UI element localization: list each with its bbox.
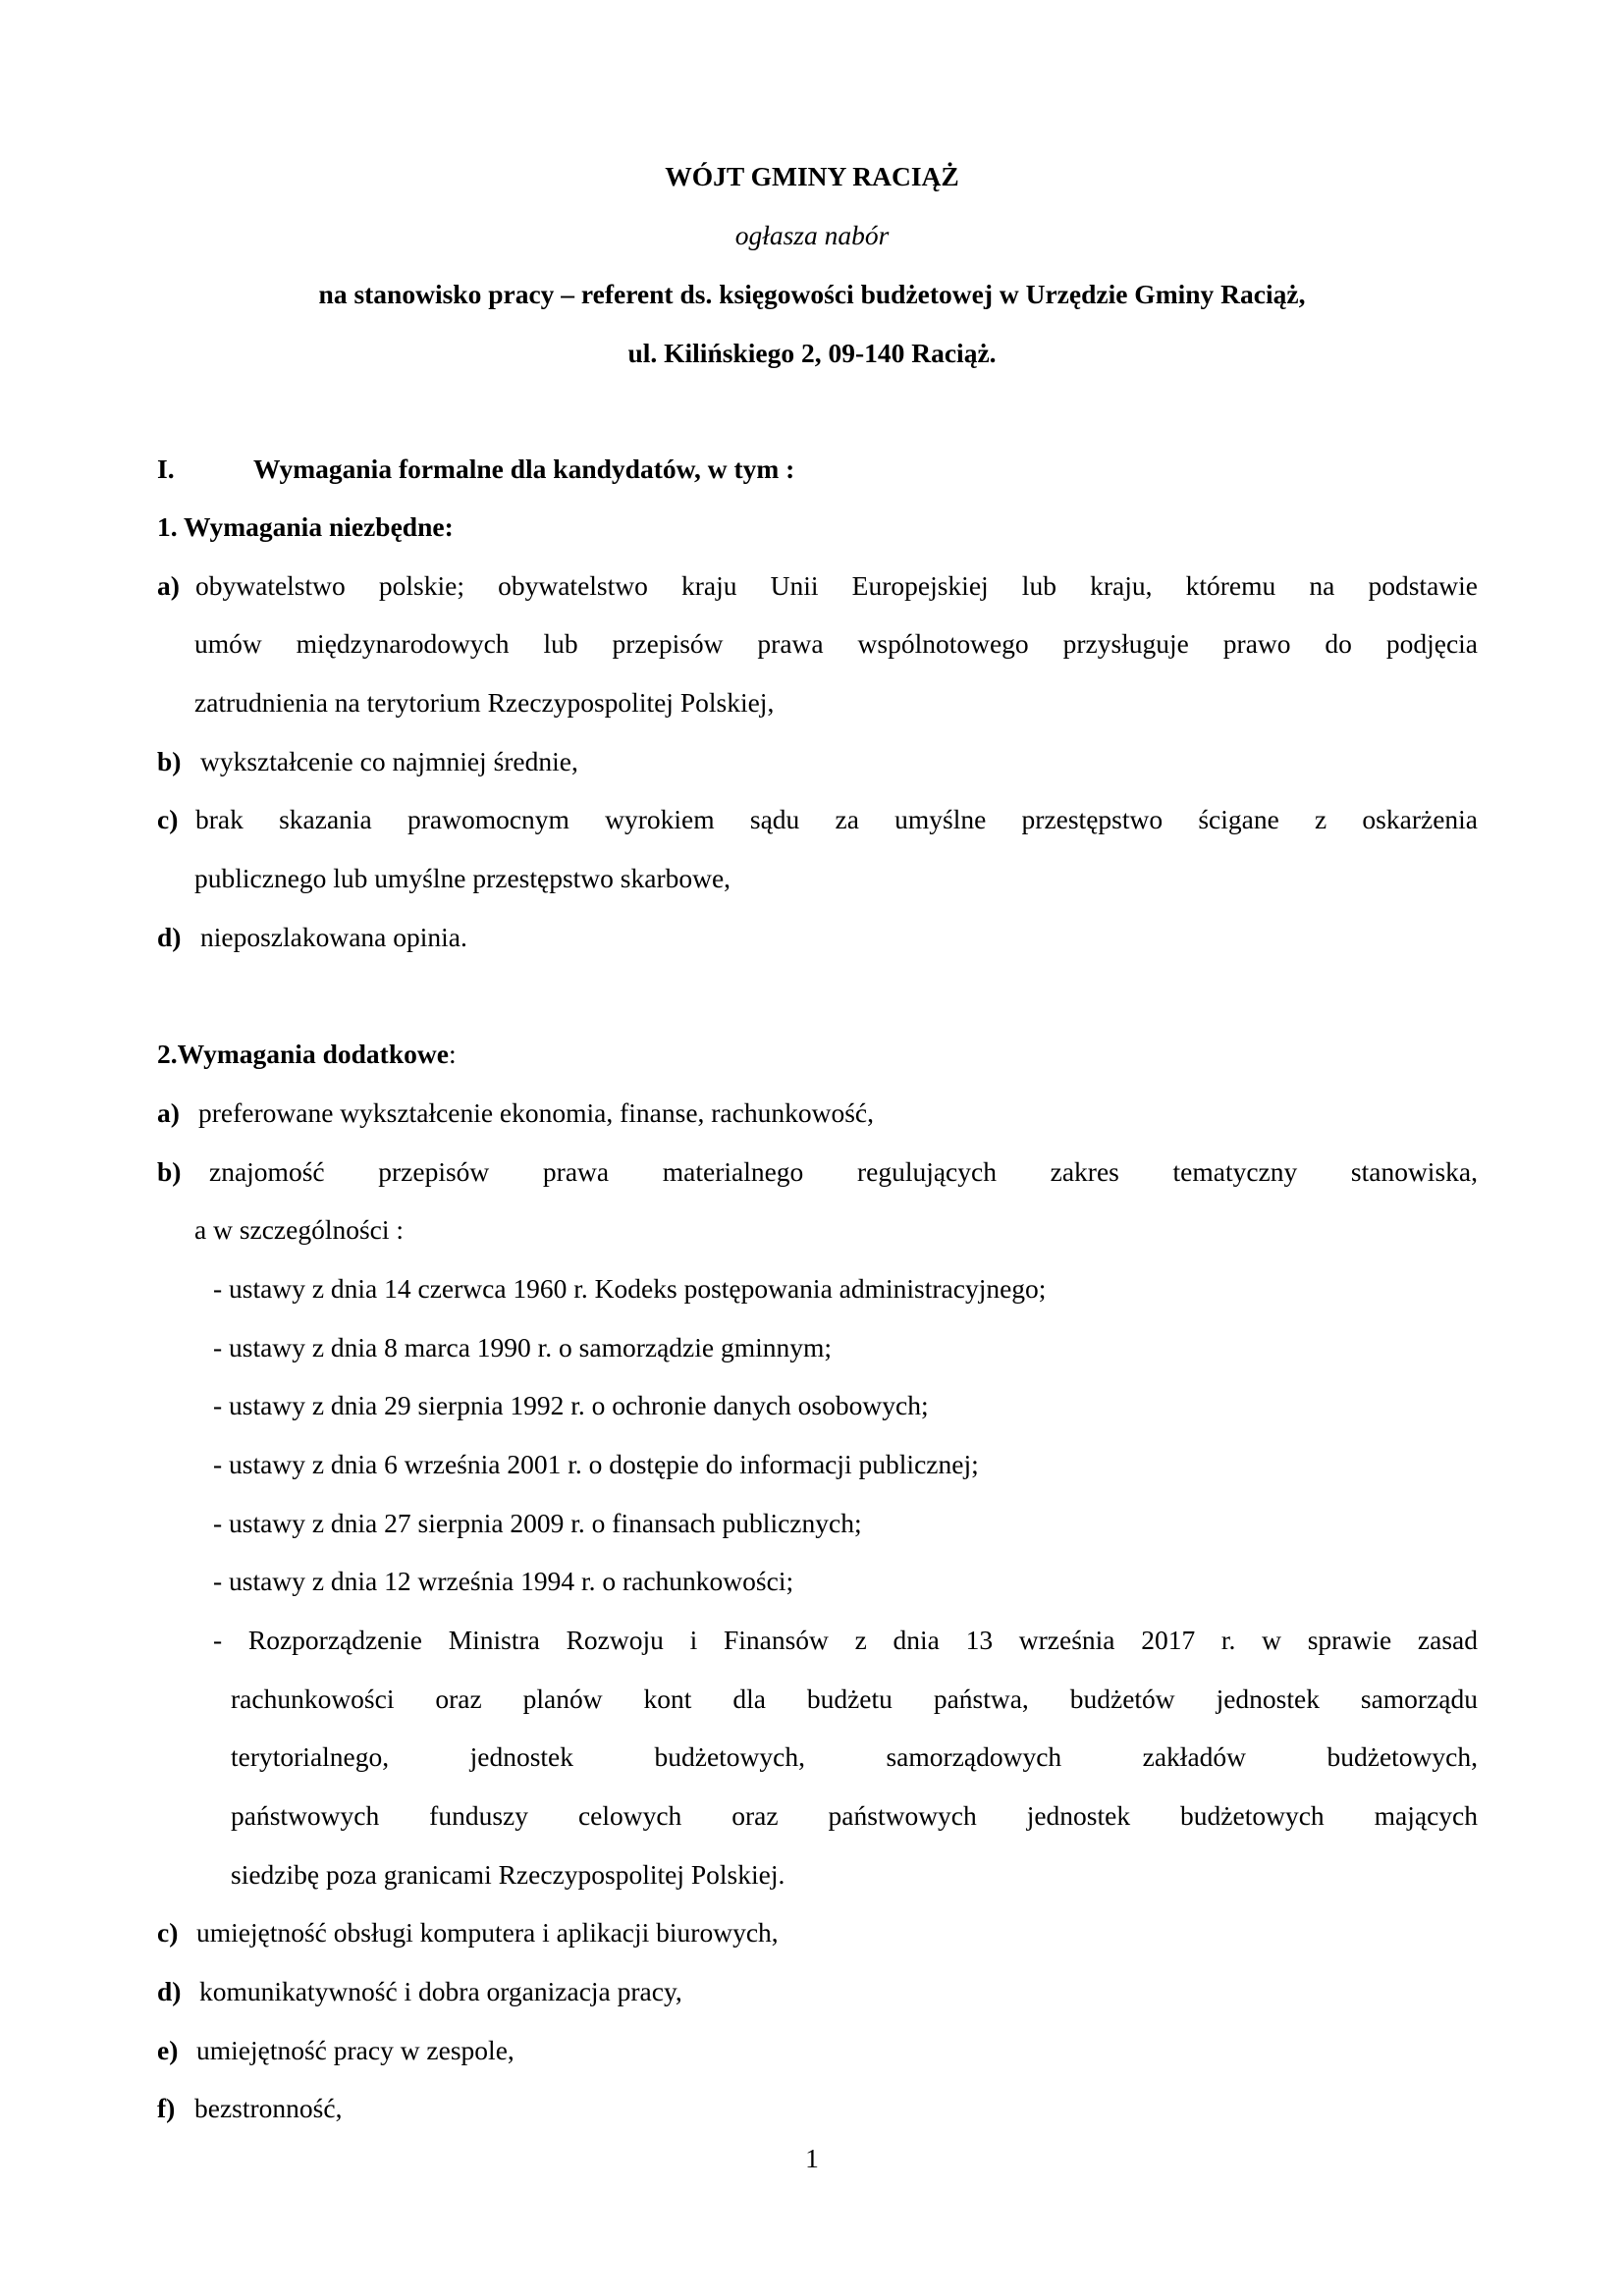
section-numeral: I. — [157, 454, 175, 484]
item-letter: a) — [157, 1097, 180, 1128]
list-item-text: publicznego lub umyślne przestępstwo skarbowe, — [194, 863, 731, 893]
regulation-text: siedzibę poza granicami Rzeczypospolitej Polskiej. — [231, 1859, 785, 1890]
item-letter: b) — [157, 1156, 182, 1187]
law-item: - ustawy z dnia 12 września 1994 r. o rachunkowości; — [213, 1566, 794, 1596]
regulation-text: - Rozporządzenie Ministra Rozwoju i Finansów z dnia 13 września 2017 r. w sprawie zasad — [213, 1625, 1478, 1655]
item-letter: c) — [157, 804, 179, 834]
subsection-heading: 1. Wymagania niezbędne: — [157, 511, 454, 542]
item-letter: d) — [157, 1976, 182, 2006]
regulation-text: państwowych funduszy celowych oraz państwowych jednostek budżetowych mających — [231, 1800, 1478, 1831]
law-item: - ustawy z dnia 29 sierpnia 1992 r. o ochronie danych osobowych; — [213, 1390, 929, 1420]
list-item-text: umów międzynarodowych lub przepisów prawa wspólnotowego przysługuje prawo do podjęcia — [194, 628, 1478, 659]
list-item-text: nieposzlakowana opinia. — [200, 922, 467, 952]
list-item-text: znajomość przepisów prawa materialnego regulujących zakres tematyczny stanowiska, — [209, 1156, 1478, 1187]
list-item-text: umiejętność obsługi komputera i aplikacji biurowych, — [196, 1917, 779, 1948]
law-item: - ustawy z dnia 14 czerwca 1960 r. Kodeks postępowania administracyjnego; — [213, 1273, 1047, 1304]
item-letter: d) — [157, 922, 182, 952]
list-item-text: a w szczególności : — [194, 1214, 405, 1245]
item-letter: e) — [157, 2035, 179, 2065]
list-item-text: wykształcenie co najmniej średnie, — [200, 746, 578, 776]
page-number: 1 — [805, 2143, 819, 2173]
item-letter: c) — [157, 1917, 179, 1948]
subsection-heading: 2.Wymagania dodatkowe: — [157, 1039, 457, 1069]
office-address: ul. Kilińskiego 2, 09-140 Raciąż. — [627, 338, 997, 368]
list-item-text: bezstronność, — [194, 2093, 343, 2123]
list-item-text: obywatelstwo polskie; obywatelstwo kraju Unii Europejskiej lub kraju, któremu na podstawie — [195, 570, 1478, 601]
law-item: - ustawy z dnia 8 marca 1990 r. o samorządzie gminnym; — [213, 1332, 833, 1362]
section-title: Wymagania formalne dla kandydatów, w tym : — [253, 454, 795, 484]
list-item-text: komunikatywność i dobra organizacja pracy, — [199, 1976, 682, 2006]
law-item: - ustawy z dnia 27 sierpnia 2009 r. o finansach publicznych; — [213, 1508, 862, 1538]
list-item-text: zatrudnienia na terytorium Rzeczypospolitej Polskiej, — [194, 687, 775, 718]
position-title: na stanowisko pracy – referent ds. księgowości budżetowej w Urzędzie Gminy Raciąż, — [318, 279, 1306, 309]
list-item-text: brak skazania prawomocnym wyrokiem sądu za umyślne przestępstwo ścigane z oskarżenia — [195, 804, 1478, 834]
item-letter: b) — [157, 746, 182, 776]
item-letter: a) — [157, 570, 180, 601]
document-subtitle: ogłasza nabór — [734, 220, 890, 250]
list-item-text: preferowane wykształcenie ekonomia, finanse, rachunkowość, — [198, 1097, 874, 1128]
regulation-text: terytorialnego, jednostek budżetowych, samorządowych zakładów budżetowych, — [231, 1741, 1478, 1772]
law-item: - ustawy z dnia 6 września 2001 r. o dostępie do informacji publicznej; — [213, 1449, 979, 1479]
document-title: WÓJT GMINY RACIĄŻ — [665, 161, 959, 191]
item-letter: f) — [157, 2093, 176, 2123]
list-item-text: umiejętność pracy w zespole, — [196, 2035, 514, 2065]
regulation-text: rachunkowości oraz planów kont dla budżetu państwa, budżetów jednostek samorządu — [231, 1683, 1478, 1714]
